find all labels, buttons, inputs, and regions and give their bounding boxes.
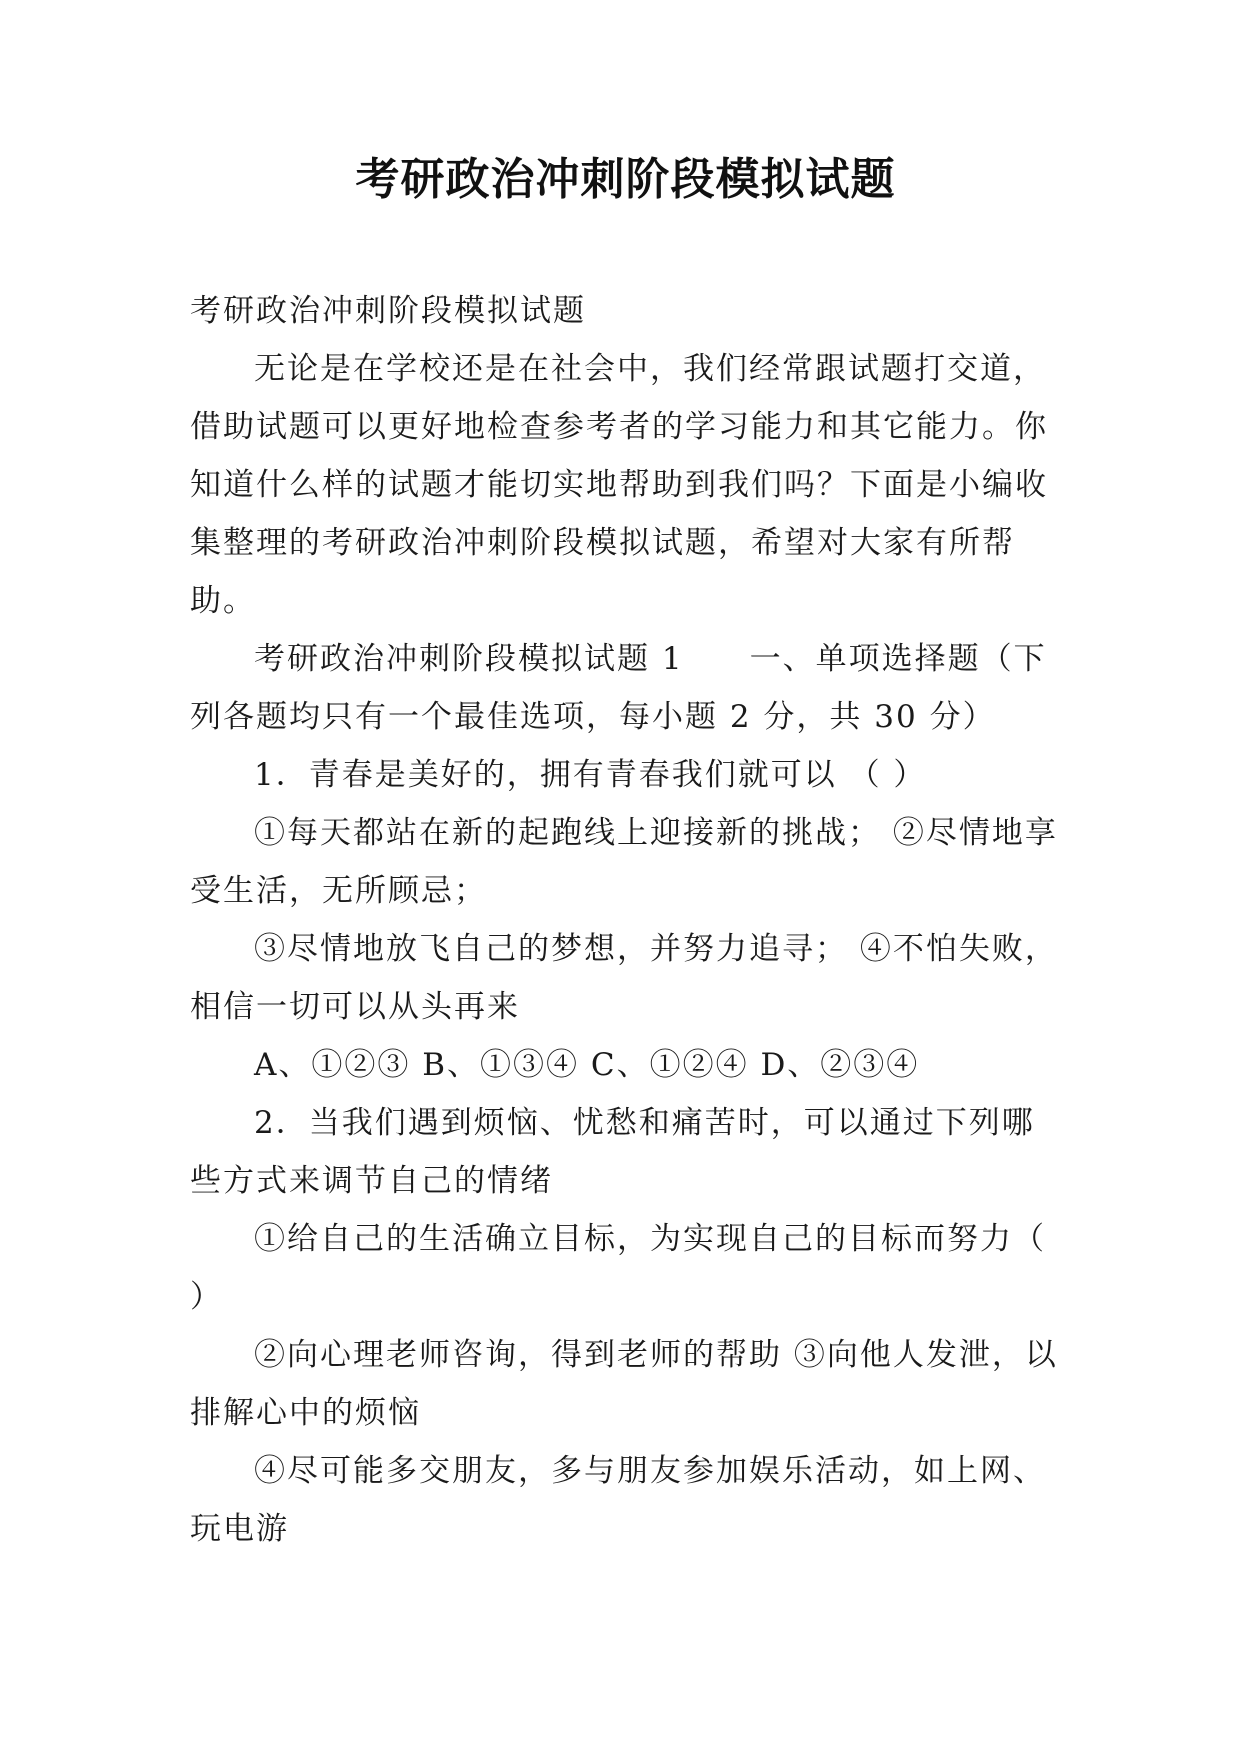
question-1: 1．青春是美好的，拥有青春我们就可以 （ ） bbox=[254, 757, 927, 793]
question-1-statements-a: ①每天都站在新的起跑线上迎接新的挑战； ②尽情地享受生活，无所顾忌； bbox=[190, 815, 1058, 909]
question-2-statement-4: ④尽可能多交朋友，多与朋友参加娱乐活动，如上网、玩电游 bbox=[190, 1453, 1046, 1547]
question-2-statement-1: ①给自己的生活确立目标，为实现自己的目标而努力（ ） bbox=[190, 1221, 1046, 1315]
question-1-statements-b: ③尽情地放飞自己的梦想，并努力追寻； ④不怕失败，相信一切可以从头再来 bbox=[190, 931, 1058, 1025]
intro-paragraph: 无论是在学校还是在社会中，我们经常跟试题打交道，借助试题可以更好地检查参考者的学习能力和其它能力。你知道什么样的试题才能切实地帮助到我们吗？下面是小编收集整理的考研政治冲刺阶段模拟试题，希望对大家有所帮助。 bbox=[190, 351, 1048, 619]
question-2: 2．当我们遇到烦恼、忧愁和痛苦时，可以通过下列哪些方式来调节自己的情绪 bbox=[190, 1105, 1035, 1199]
question-1-options: A、①②③ B、①③④ C、①②④ D、②③④ bbox=[254, 1047, 920, 1083]
document-title: 考研政治冲刺阶段模拟试题 bbox=[355, 154, 896, 205]
section-heading-paragraph: 考研政治冲刺阶段模拟试题 1 一、单项选择题（下列各题均只有一个最佳选项，每小题 2 分，共 30 分） bbox=[190, 641, 1047, 735]
document-body bbox=[190, 282, 1061, 1558]
subtitle-paragraph: 考研政治冲刺阶段模拟试题 bbox=[190, 293, 586, 329]
question-2-statements-2-3: ②向心理老师咨询，得到老师的帮助 ③向他人发泄，以排解心中的烦恼 bbox=[190, 1337, 1058, 1431]
